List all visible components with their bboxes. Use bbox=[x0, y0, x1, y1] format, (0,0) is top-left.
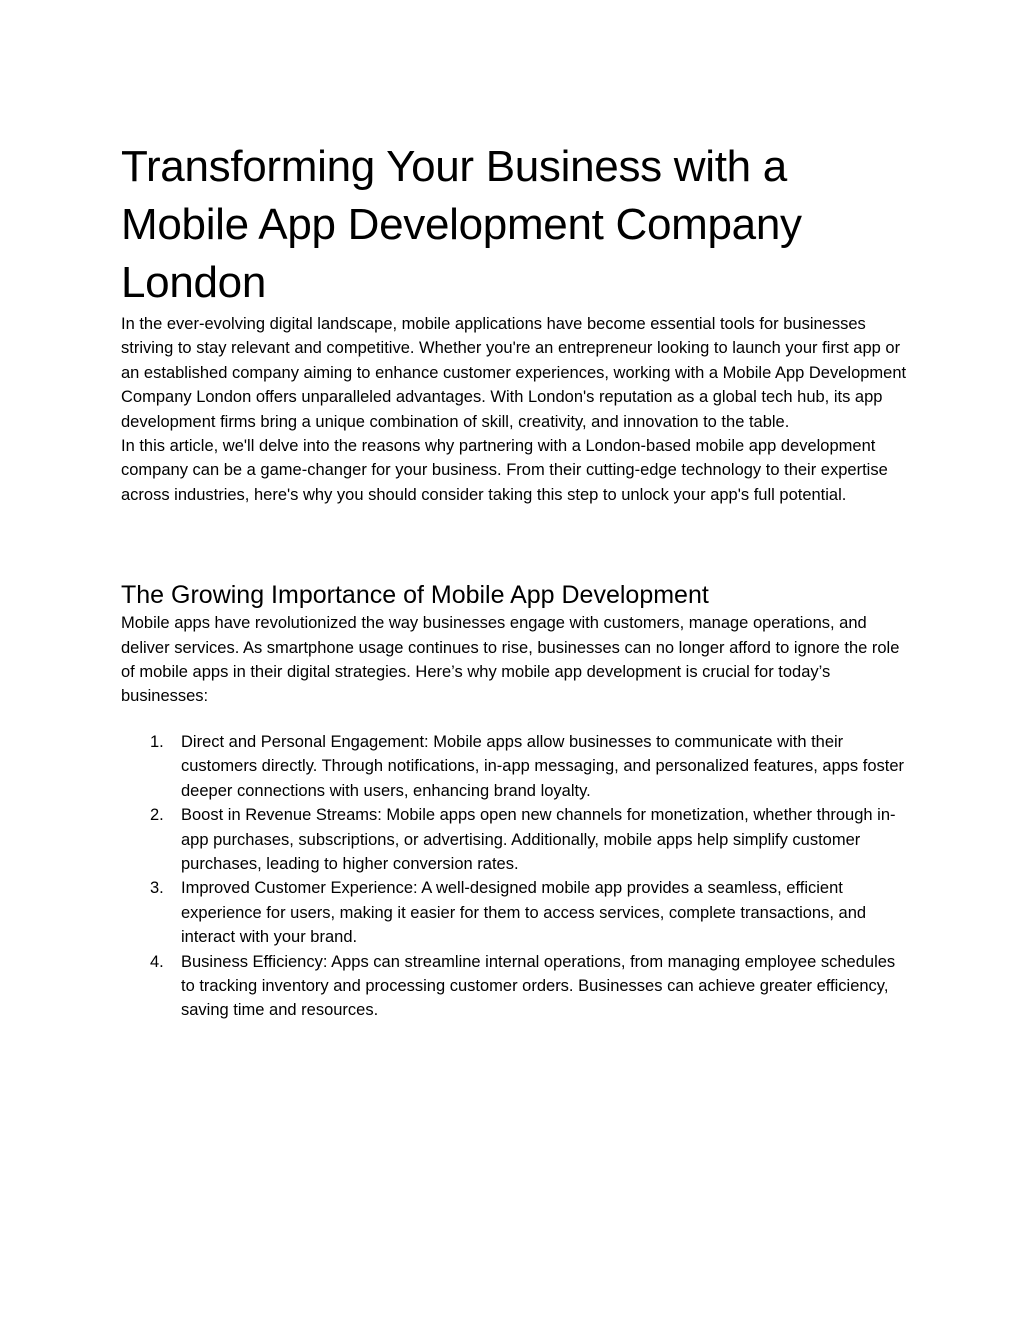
section-heading: The Growing Importance of Mobile App Development bbox=[121, 581, 709, 610]
reasons-list bbox=[121, 730, 911, 1023]
list-item bbox=[121, 950, 911, 1023]
list-item-number: 3. bbox=[150, 879, 164, 898]
list-item-text: Business Efficiency: Apps can streamline internal operations, from managing employee schedules to tracking inventory and processing customer orders. Businesses can achieve greater efficiency, saving time and resources. bbox=[181, 952, 896, 1020]
intro-paragraph-1: In the ever-evolving digital landscape, mobile applications have become essential tools for businesses striving to stay relevant and competitive. Whether you're an entrepreneur looking to launch your first app or an established company aiming to enhance customer experiences, working with a Mobile App Development Company London offers unparalleled advantages. With London's reputation as a global tech hub, its app development firms bring a unique combination of skill, creativity, and innovation to the table. bbox=[121, 315, 907, 431]
section-paragraph: Mobile apps have revolutionized the way businesses engage with customers, manage operations, and deliver services. As smartphone usage continues to rise, businesses can no longer afford to ignore the role of mobile apps in their digital strategies. Here’s why mobile app development is crucial for today’s businesses: bbox=[121, 614, 900, 706]
list-item bbox=[121, 876, 911, 949]
list-item bbox=[121, 803, 911, 876]
list-item-number: 1. bbox=[150, 732, 164, 751]
list-item bbox=[121, 730, 911, 803]
intro-paragraph-2: In this article, we'll delve into the reasons why partnering with a London-based mobile app development company can be a game-changer for your business. From their cutting-edge technology to their expertise across industries, here's why you should consider taking this step to unlock your app's full potential. bbox=[121, 437, 888, 504]
document-page bbox=[121, 138, 911, 1023]
list-item-text: Improved Customer Experience: A well-designed mobile app provides a seamless, efficient experience for users, making it easier for them to access services, complete transactions, and interact with your brand. bbox=[181, 879, 867, 947]
page-title: Transforming Your Business with a Mobile App Development Company London bbox=[121, 142, 802, 307]
list-item-number: 2. bbox=[150, 806, 164, 825]
list-item-number: 4. bbox=[150, 952, 164, 971]
list-item-text: Direct and Personal Engagement: Mobile apps allow businesses to communicate with their customers directly. Through notifications, in-app messaging, and personalized features, apps foster deeper connections with users, enhancing brand loyalty. bbox=[181, 732, 905, 800]
list-item-text: Boost in Revenue Streams: Mobile apps open new channels for monetization, whether through in-app purchases, subscriptions, or advertising. Additionally, mobile apps help simplify customer purchases, leading to higher conversion rates. bbox=[181, 806, 896, 873]
